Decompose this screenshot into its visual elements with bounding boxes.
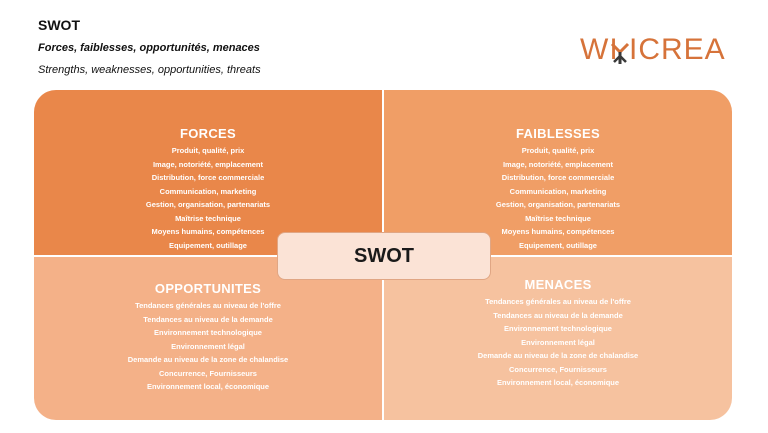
list-item: Concurrence, Fournisseurs	[159, 368, 257, 378]
list-item: Produit, qualité, prix	[171, 146, 245, 155]
subtitle-french: Forces, faiblesses, opportunités, menaces	[38, 42, 260, 54]
quadrant-list-opportunites	[34, 299, 382, 394]
quadrant-title-opportunites: OPPORTUNITES	[154, 281, 262, 296]
logo-text-right: ICREA	[629, 33, 726, 66]
list-item: Image, notoriété, emplacement	[502, 159, 614, 169]
list-item: Distribution, force commerciale	[501, 173, 615, 182]
list-item: Demande au niveau de la zone de chalandise	[477, 351, 639, 360]
quadrant-opportunites	[34, 257, 382, 420]
list-item: Maîtrise technique	[175, 213, 241, 223]
list-item: Distribution, force commerciale	[151, 173, 265, 182]
quadrant-faiblesses	[384, 90, 732, 255]
quadrant-list-menaces	[384, 295, 732, 390]
list-item: Tendances au niveau de la demande	[493, 310, 623, 320]
swot-center-label: SWOT	[277, 232, 491, 280]
list-item: Communication, marketing	[159, 186, 257, 196]
page-title: SWOT	[38, 17, 80, 33]
list-item: Communication, marketing	[509, 186, 607, 196]
list-item: Tendances générales au niveau de l'offre	[135, 301, 281, 310]
list-item: Gestion, organisation, partenariats	[145, 200, 271, 209]
list-item: Environnement légal	[521, 337, 595, 347]
list-item: Produit, qualité, prix	[521, 146, 595, 155]
list-item: Moyens humains, compétences	[151, 227, 265, 236]
list-item: Demande au niveau de la zone de chalandise	[127, 355, 289, 364]
list-item: Image, notoriété, emplacement	[152, 159, 264, 169]
list-item: Equipement, outillage	[169, 240, 247, 250]
list-item: Maîtrise technique	[525, 213, 591, 223]
list-item: Tendances au niveau de la demande	[143, 314, 273, 324]
list-item: Environnement local, économique	[496, 378, 620, 387]
list-item: Tendances générales au niveau de l'offre	[485, 297, 631, 306]
list-item: Environnement technologique	[154, 328, 262, 337]
quadrant-title-faiblesses: FAIBLESSES	[516, 126, 600, 141]
subtitle-english: Strengths, weaknesses, opportunities, threats	[38, 64, 261, 76]
list-item: Moyens humains, compétences	[501, 227, 615, 236]
logo-k-mark-icon	[610, 36, 630, 66]
wikicrea-logo	[580, 30, 740, 70]
quadrant-title-forces: FORCES	[180, 126, 236, 141]
quadrant-title-menaces: MENACES	[524, 277, 592, 292]
list-item: Gestion, organisation, partenariats	[495, 200, 621, 209]
list-item: Equipement, outillage	[519, 240, 597, 250]
quadrant-menaces	[384, 257, 732, 420]
logo-text-left: WI	[580, 33, 619, 66]
list-item: Concurrence, Fournisseurs	[509, 364, 607, 374]
list-item: Environnement local, économique	[146, 382, 270, 391]
list-item: Environnement légal	[171, 341, 245, 351]
list-item: Environnement technologique	[504, 324, 612, 333]
quadrant-forces	[34, 90, 382, 255]
